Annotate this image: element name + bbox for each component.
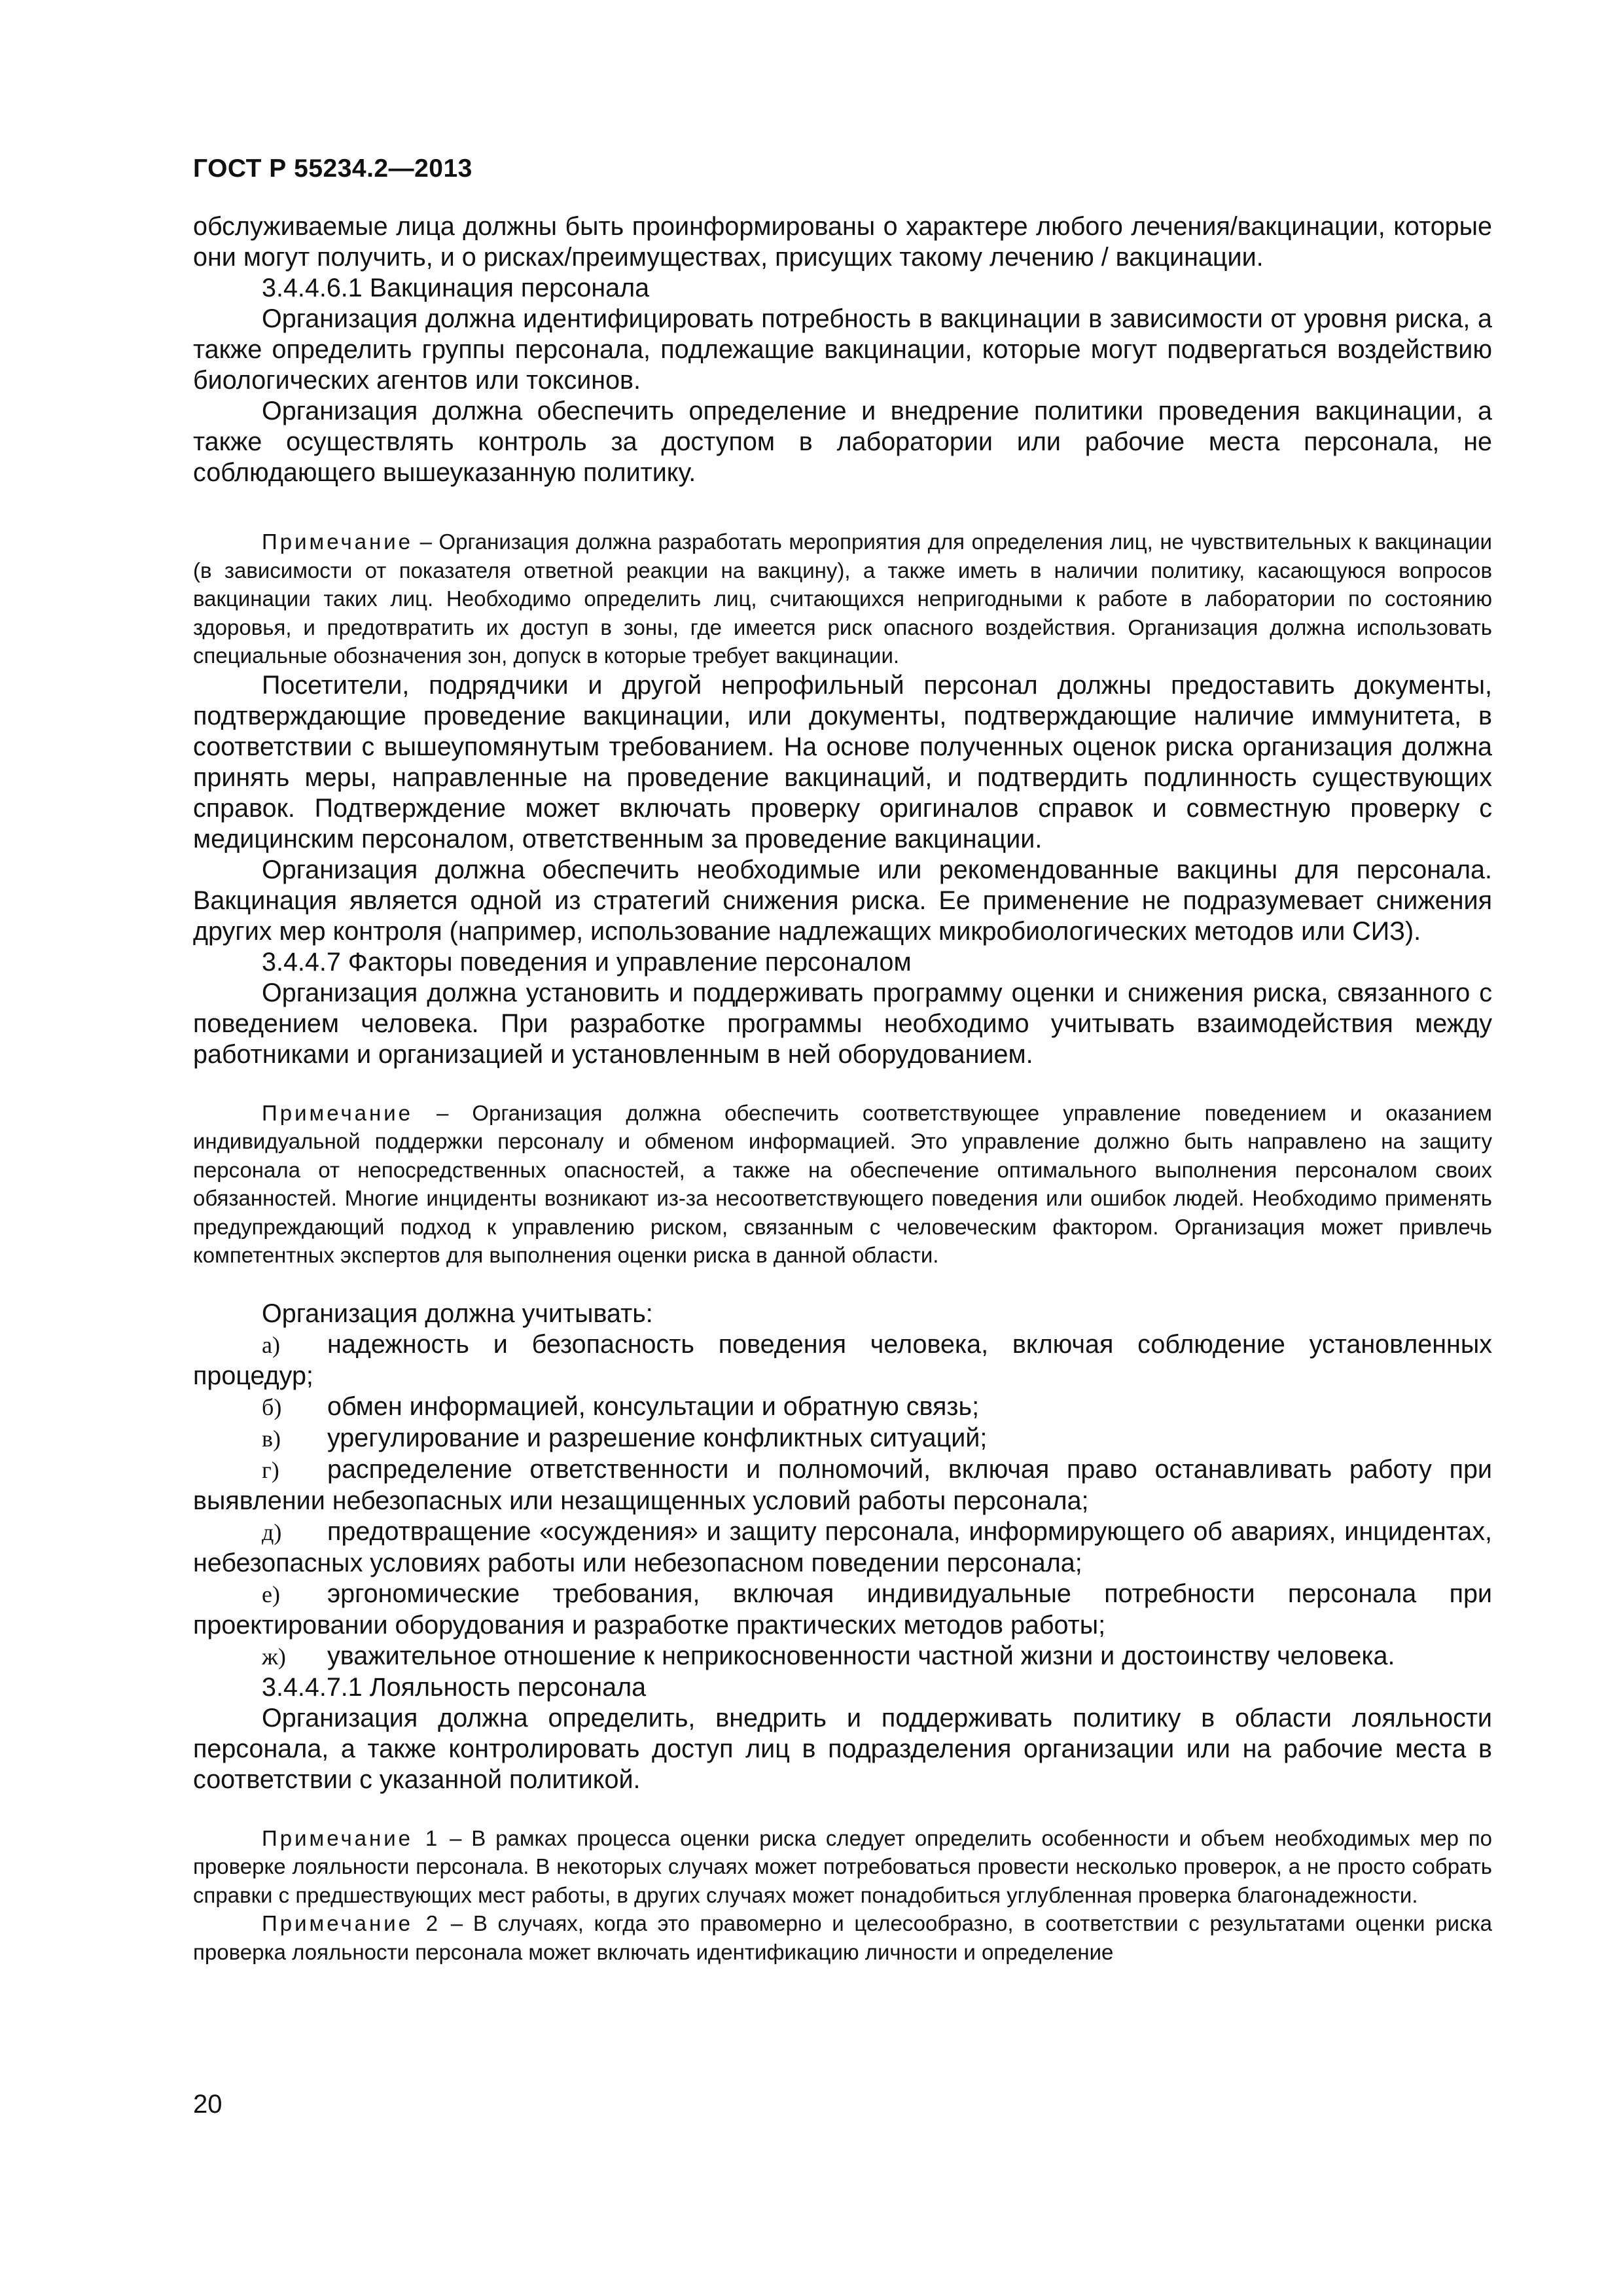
list-item-text: предотвращение «осуждения» и защиту персонала, информирующего об авариях, инцидентах, небезопасных условиях работы или небезопасном поведении персонала;	[193, 1516, 1492, 1577]
note-block	[193, 1824, 1492, 1910]
list-item	[193, 1454, 1492, 1516]
paragraph-continuation: обслуживаемые лица должны быть проинформированы о характере любого лечения/вакцинации, которые они могут получить, и о рисках/преимуществах, присущих такому лечению / вакцинации.	[193, 212, 1492, 272]
note-text: – Организация должна разработать мероприятия для определения лиц, не чувствительных к вакцинации (в зависимости от показателя ответной реакции на вакцину), а также иметь в наличии политику, касающуюся вопросов вакцинации таких лиц. Необходимо определить лиц, считающихся непригодными к работе в лаборатории по состоянию здоровья, и предотвратить их доступ в зоны, где имеется риск опасного воздействия. Организация должна использовать специальные обозначения зон, допуск в которые требует вакцинации.	[193, 529, 1492, 668]
note-block	[193, 1099, 1492, 1270]
list-marker: а)	[262, 1331, 280, 1358]
list-item-text: урегулирование и разрешение конфликтных ситуаций;	[327, 1423, 988, 1452]
note-label: Примечание 2	[262, 1911, 441, 1935]
document-header: ГОСТ Р 55234.2—2013	[193, 154, 473, 183]
list-item-text: обмен информацией, консультации и обратную связь;	[327, 1391, 980, 1421]
spacer	[193, 488, 1492, 528]
requirements-list	[193, 1329, 1492, 1672]
list-item	[193, 1423, 1492, 1454]
list-item-text: надежность и безопасность поведения человека, включая соблюдение установленных процедур;	[193, 1329, 1492, 1390]
list-item	[193, 1516, 1492, 1579]
list-marker: е)	[262, 1581, 280, 1607]
list-item	[193, 1641, 1492, 1672]
paragraph: Организация должна определить, внедрить и поддерживать политику в области лояльности персонала, а также контролировать доступ лиц в подразделения организации или на рабочие места в соответствии с указанной политикой.	[193, 1703, 1492, 1794]
list-marker: б)	[262, 1393, 282, 1420]
section-heading-3-4-4-6-1: 3.4.4.6.1 Вакцинация персонала	[262, 274, 650, 302]
paragraph: Посетители, подрядчики и другой непрофильный персонал должны предоставить документы, подтверждающие проведение вакцинации, или документы, подтверждающие наличие иммунитета, в соответствии с вышеупомянутым требованием. На основе полученных оценок риска организация должна принять меры, направленные на проведение вакцинаций, и подтвердить подлинность существующих справок. Подтверждение может включать проверку оригиналов справок и совместную проверку с медицинским персоналом, ответственным за проведение вакцинации.	[193, 670, 1492, 853]
spacer	[193, 1795, 1492, 1824]
list-item	[193, 1579, 1492, 1641]
list-marker: ж)	[262, 1643, 286, 1670]
list-intro: Организация должна учитывать:	[262, 1299, 653, 1328]
note-block	[193, 1909, 1492, 1966]
note-label: Примечание 1	[262, 1825, 440, 1850]
spacer	[193, 1270, 1492, 1299]
note-text: – В рамках процесса оценки риска следует определить особенности и объем необходимых мер по проверке лояльности персонала. В некоторых случаях может потребоваться провести несколько проверок, а не просто собрать справки с предшествующих мест работы, в других случаях может понадобиться углубленная проверка благонадежности.	[193, 1825, 1492, 1907]
list-marker: в)	[262, 1425, 281, 1452]
note-text: – Организация должна обеспечить соответствующее управление поведением и оказанием индивидуальной поддержки персоналу и обменом информацией. Это управление должно быть направлено на защиту персонала от непосредственных опасностей, а также на обеспечение оптимального выполнения персоналом своих обязанностей. Многие инциденты возникают из-за несоответствующего поведения или ошибок людей. Необходимо применять предупреждающий подход к управлению риском, связанным с человеческим фактором. Организация может привлечь компетентных экспертов для выполнения оценки риска в данной области.	[193, 1100, 1492, 1267]
section-heading-3-4-4-7: 3.4.4.7 Факторы поведения и управление персоналом	[262, 947, 912, 977]
list-marker: д)	[262, 1518, 282, 1545]
paragraph: Организация должна обеспечить необходимые или рекомендованные вакцины для персонала. Вакцинация является одной из стратегий снижения риска. Ее применение не подразумевает снижения других мер контроля (например, использование надлежащих микробиологических методов или СИЗ).	[193, 855, 1492, 946]
page-number: 20	[193, 2090, 223, 2119]
list-item-text: распределение ответственности и полномочий, включая право останавливать работу при выявлении небезопасных или незащищенных условий работы персонала;	[193, 1454, 1492, 1515]
section-heading-3-4-4-7-1: 3.4.4.7.1 Лояльность персонала	[262, 1672, 647, 1702]
spacer	[193, 1070, 1492, 1099]
paragraph: Организация должна идентифицировать потребность в вакцинации в зависимости от уровня риска, а также определить группы персонала, подлежащие вакцинации, которые могут подвергаться воздействию биологических агентов или токсинов.	[193, 304, 1492, 395]
list-item	[193, 1329, 1492, 1391]
note-text: – В случаях, когда это правомерно и целесообразно, в соответствии с результатами оценки риска проверка лояльности персонала может включать идентификацию личности и определение	[193, 1911, 1492, 1964]
list-item	[193, 1391, 1492, 1423]
paragraph: Организация должна установить и поддерживать программу оценки и снижения риска, связанного с поведением человека. При разработке программы необходимо учитывать взаимодействия между работниками и организацией и установленным в ней оборудованием.	[193, 978, 1492, 1069]
page-content	[193, 211, 1492, 1966]
paragraph: Организация должна обеспечить определение и внедрение политики проведения вакцинации, а также осуществлять контроль за доступом в лаборатории или рабочие места персонала, не соблюдающего вышеуказанную политику.	[193, 397, 1492, 487]
list-item-text: эргономические требования, включая индивидуальные потребности персонала при проектировании оборудования и разработке практических методов работы;	[193, 1579, 1492, 1640]
note-label: Примечание	[262, 1100, 414, 1125]
note-block	[193, 528, 1492, 670]
note-label: Примечание	[262, 529, 414, 554]
list-item-text: уважительное отношение к неприкосновенности частной жизни и достоинству человека.	[327, 1641, 1395, 1670]
list-marker: г)	[262, 1456, 279, 1483]
